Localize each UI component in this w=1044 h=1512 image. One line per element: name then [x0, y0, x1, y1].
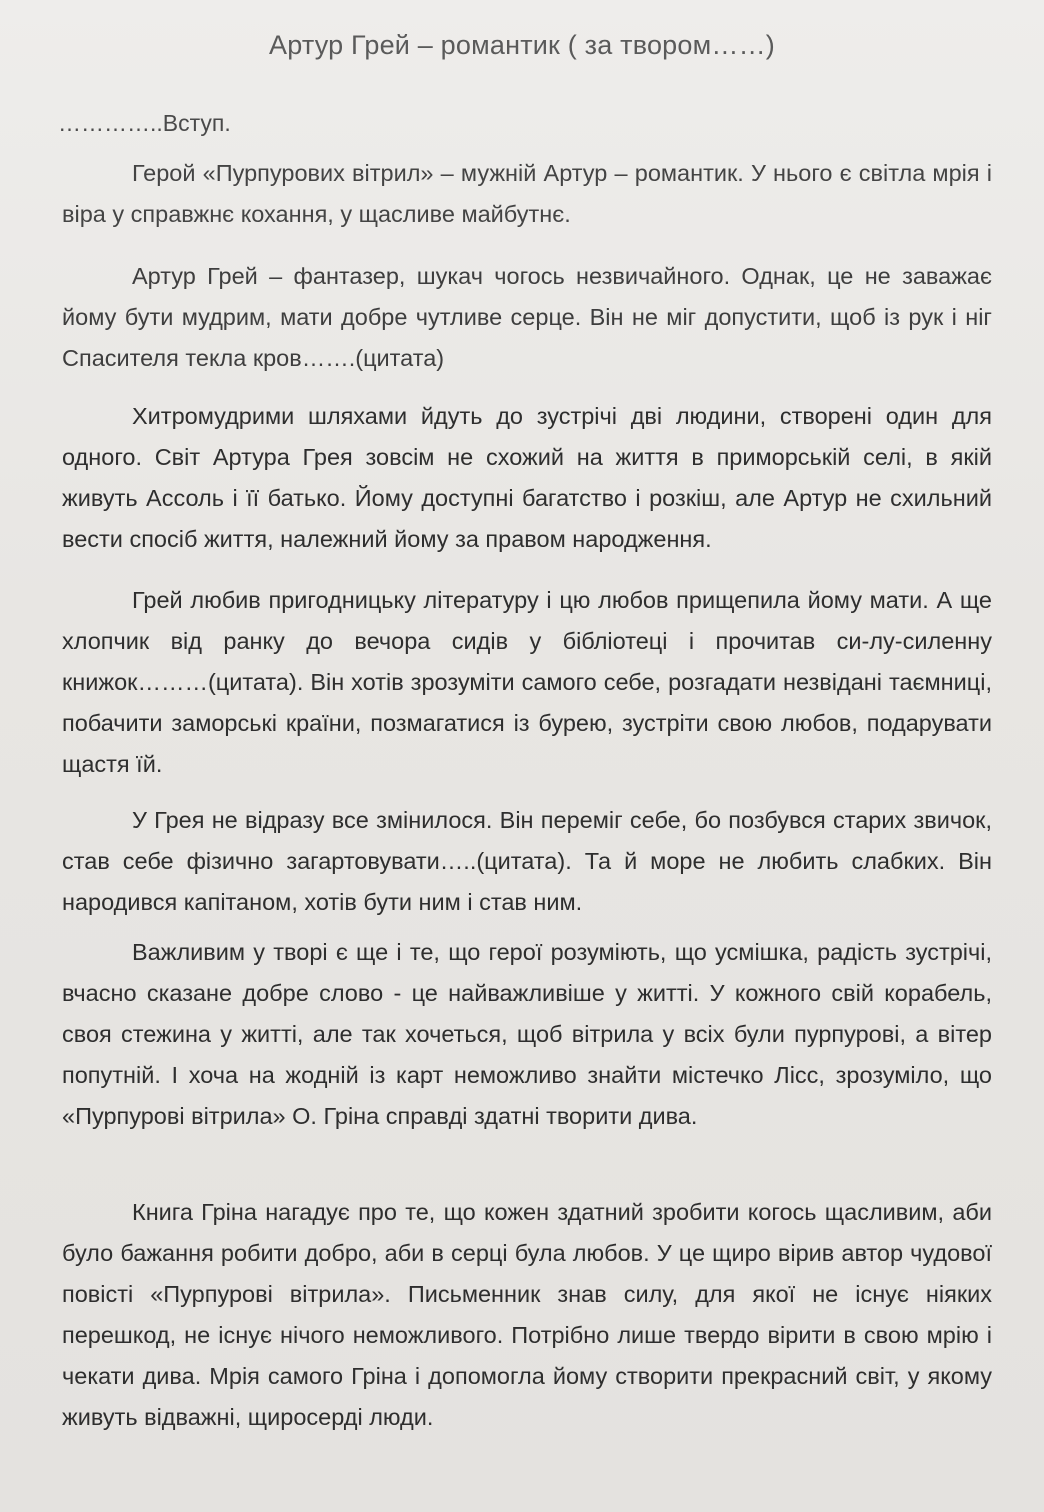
paragraph-5: У Грея не відразу все змінилося. Він переміг себе, бо позбувся старих звичок, став себе фізично загартовувати…..(цитата). Та й море не любить слабких. Він народився капітаном, хотів бути ним і став ним.: [62, 807, 992, 915]
paragraph-2: Артур Грей – фантазер, шукач чогось незвичайного. Однак, це не заважає йому бути мудрим, мати добре чутливе серце. Він не міг допустити, щоб із рук і ніг Спасителя текла кров…….(цитата): [62, 263, 992, 371]
paragraph-6: Важливим у творі є ще і те, що герої розуміють, що усмішка, радість зустрічі, вчасно сказане добре слово - це найважливіше у житті. У кожного свій корабель, своя стежина у житті, але так хочеться, щоб вітрила у всіх були пурпурові, а вітер попутній. І хоча на жодній із карт неможливо знайти містечко Лісс, зрозуміло, що «Пурпурові вітрила» О. Гріна справді здатні творити дива.: [62, 939, 992, 1129]
intro-heading: …………..Вступ.: [58, 110, 231, 136]
paragraph-7: Книга Гріна нагадує про те, що кожен здатний зробити когось щасливим, аби було бажання робити добро, аби в серці була любов. У це щиро вірив автор чудової повісті «Пурпурові вітрила». Письменник знав силу, для якої не існує ніяких перешкод, не існує нічого неможливого. Потрібно лише твердо вірити в свою мрію і чекати дива. Мрія самого Гріна і допомогла йому створити прекрасний світ, у якому живуть відважні, щиросерді люди.: [62, 1199, 992, 1430]
document-title: Артур Грей – романтик ( за твором……): [269, 30, 775, 60]
paragraph-3: Хитромудрими шляхами йдуть до зустрічі дві людини, створені один для одного. Світ Артура Грея зовсім не схожий на життя в приморській селі, в якій живуть Ассоль і її батько. Йому доступні багатство і розкіш, але Артур не схильний вести спосіб життя, належний йому за правом народження.: [62, 403, 992, 552]
paragraph-4: Грей любив пригодницьку літературу і цю любов прищепила йому мати. А ще хлопчик від ранку до вечора сидів у бібліотеці і прочитав си-лу-силенну книжок………(цитата). Він хотів зрозуміти самого себе, розгадати незвідані таємниці, побачити заморські країни, позмагатися із бурею, зустріти свою любов, подарувати щастя їй.: [62, 587, 992, 777]
paragraph-1: Герой «Пурпурових вітрил» – мужній Артур – романтик. У нього є світла мрія і віра у справжнє кохання, у щасливе майбутнє.: [62, 160, 992, 227]
